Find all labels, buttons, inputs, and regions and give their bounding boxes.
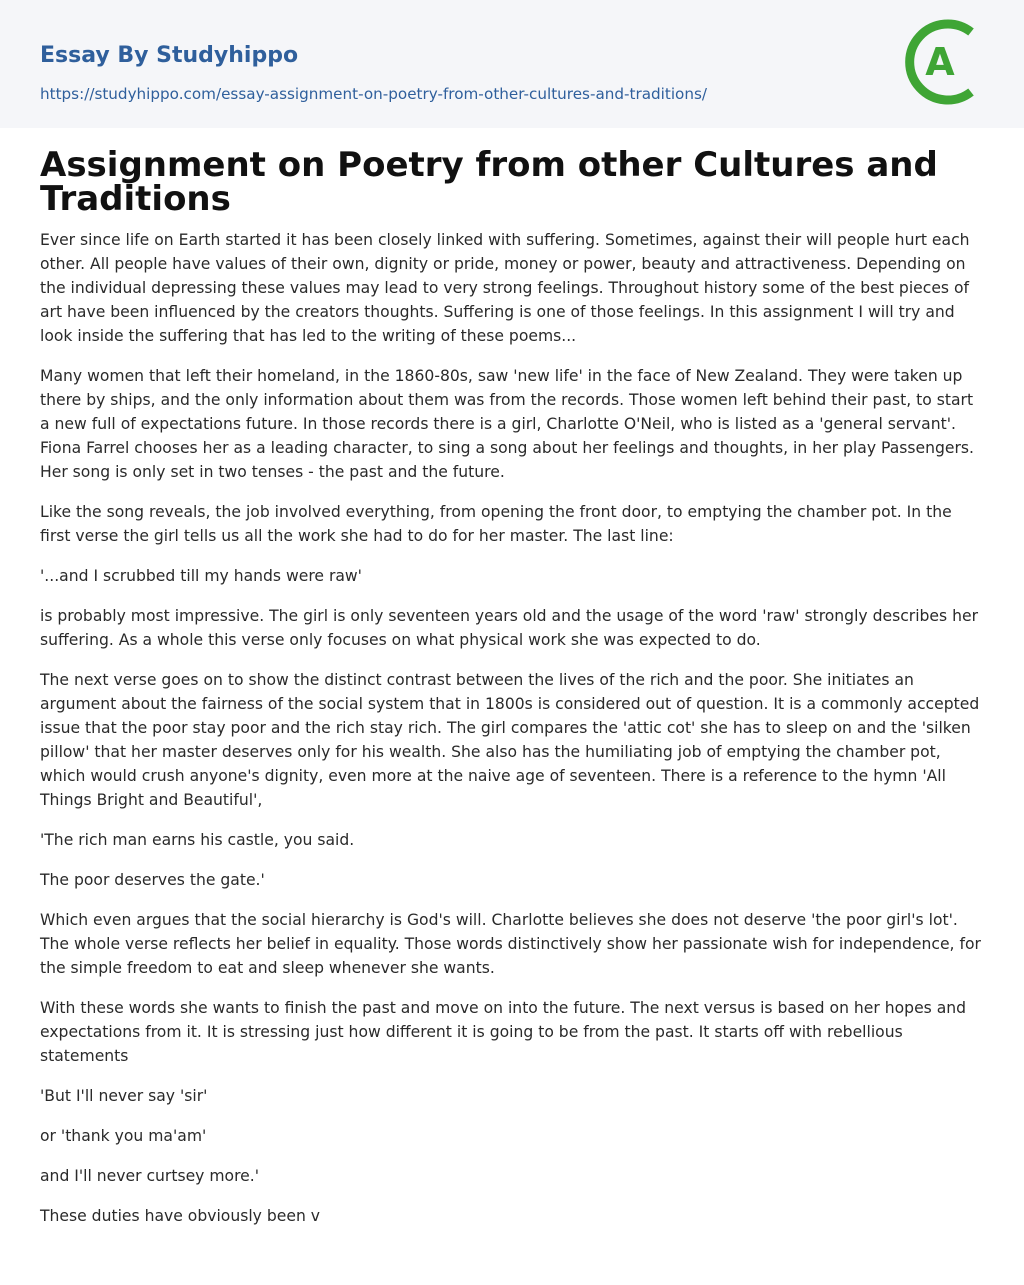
site-header: [0, 0, 1024, 128]
quote-line: 'The rich man earns his castle, you said.: [40, 831, 355, 849]
quote-line: The poor deserves the gate.': [40, 871, 265, 889]
quote-line: or 'thank you ma'am': [40, 1127, 207, 1145]
logo-letter: A: [925, 40, 955, 84]
studyhippo-a-logo-icon[interactable]: [904, 18, 988, 106]
paragraph: Ever since life on Earth started it has been closely linked with suffering. Sometimes, against their will people hurt each other. All people have values of their own, dignity or pride, money or power, beauty and attractiveness. Depending on the individual depressing these values may lead to very strong feelings. Throughout history some of the best pieces of art have been influenced by the creators thoughts. Suffering is one of those feelings. In this assignment I will try and look inside the suffering that has led to the writing of these poems...: [40, 231, 970, 345]
article-url-link[interactable]: https://studyhippo.com/essay-assignment-on-poetry-from-other-cultures-and-traditions/: [40, 85, 707, 103]
paragraph: The next verse goes on to show the distinct contrast between the lives of the rich and the poor. She initiates an argument about the fairness of the social system that in 1800s is considered out of question. It is a commonly accepted issue that the poor stay poor and the rich stay rich. The girl compares the 'attic cot' she has to sleep on and the 'silken pillow' that her master deserves only for his wealth. She also has the humiliating job of emptying the chamber pot, which would crush anyone's dignity, even more at the naive age of seventeen. There is a reference to the hymn 'All Things Bright and Beautiful',: [40, 671, 980, 809]
paragraph: Which even argues that the social hierarchy is God's will. Charlotte believes she does not deserve 'the poor girl's lot'. The whole verse reflects her belief in equality. Those words distinctively show her passionate wish for independence, for the simple freedom to eat and sleep whenever she wants.: [40, 911, 981, 977]
quote-line: 'But I'll never say 'sir': [40, 1087, 208, 1105]
quote-line: '...and I scrubbed till my hands were raw': [40, 567, 362, 585]
site-name[interactable]: Essay By Studyhippo: [40, 43, 299, 68]
paragraph: Like the song reveals, the job involved everything, from opening the front door, to emptying the chamber pot. In the first verse the girl tells us all the work she had to do for her master. The last line:: [40, 503, 952, 545]
paragraph: is probably most impressive. The girl is only seventeen years old and the usage of the word 'raw' strongly describes her suffering. As a whole this verse only focuses on what physical work she was expected to do.: [40, 607, 978, 649]
quote-line: and I'll never curtsey more.': [40, 1167, 259, 1185]
truncated-paragraph: These duties have obviously been v: [40, 1207, 321, 1225]
article-body: [40, 128, 984, 1228]
article-title: Assignment on Poetry from other Cultures and Traditions: [40, 145, 938, 219]
paragraph: With these words she wants to finish the past and move on into the future. The next versus is based on her hopes and expectations from it. It is stressing just how different it is going to be from the past. It starts off with rebellious statements: [40, 999, 967, 1065]
paragraph: Many women that left their homeland, in the 1860-80s, saw 'new life' in the face of New Zealand. They were taken up there by ships, and the only information about them was from the records. Those women left behind their past, to start a new full of expectations future. In those records there is a girl, Charlotte O'Neil, who is listed as a 'general servant'. Fiona Farrel chooses her as a leading character, to sing a song about her feelings and thoughts, in her play Passengers. Her song is only set in two tenses - the past and the future.: [40, 367, 974, 481]
